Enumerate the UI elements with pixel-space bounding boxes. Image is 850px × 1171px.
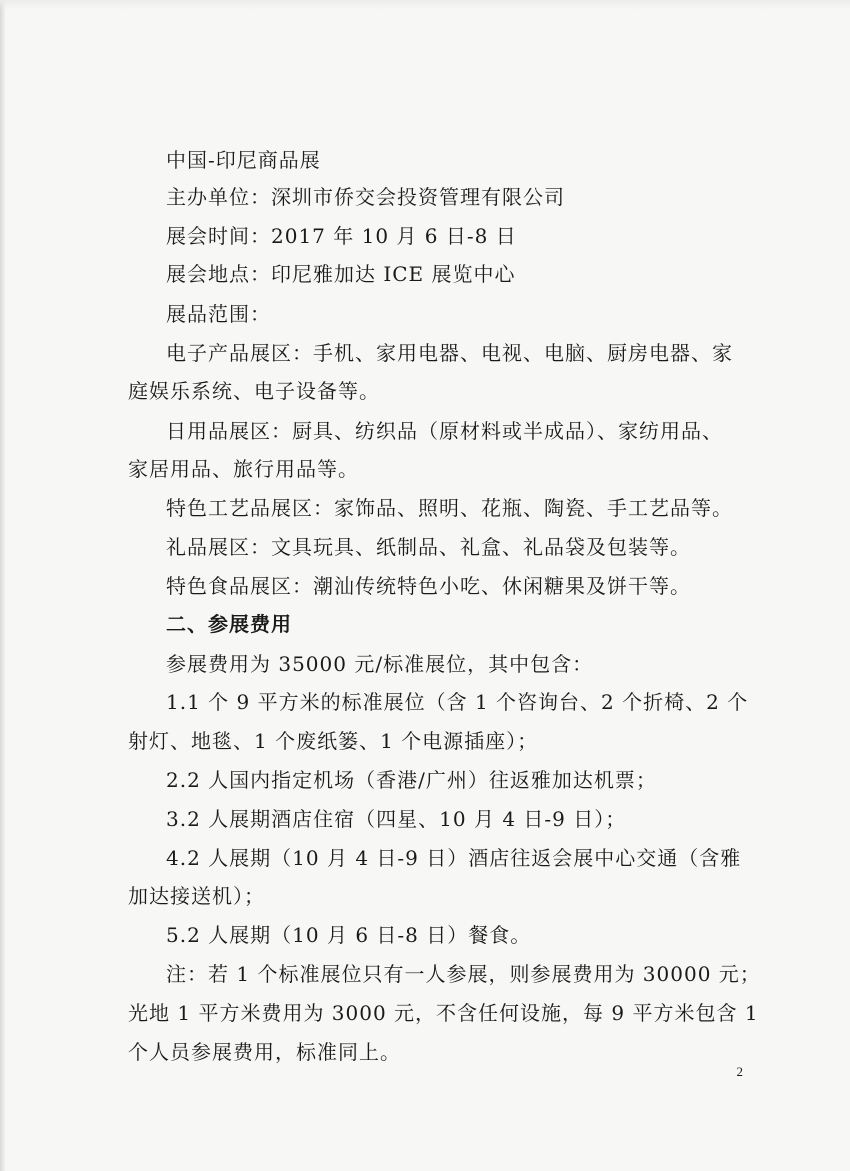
fee-item-5-line: 5.2 人展期（10 月 6 日-8 日）餐食。	[166, 923, 532, 947]
exhibition-venue-line: 展会地点：印尼雅加达 ICE 展览中心	[166, 262, 516, 286]
organizer-line: 主办单位：深圳市侨交会投资管理有限公司	[166, 185, 565, 209]
daily-goods-zone-line-2: 家居用品、旅行用品等。	[128, 457, 359, 481]
fee-summary-line: 参展费用为 35000 元/标准展位，其中包含：	[166, 652, 594, 676]
page-number: 2	[736, 1064, 743, 1079]
section-heading-fees: 二、参展费用	[166, 612, 292, 636]
gifts-zone-line: 礼品展区：文具玩具、纸制品、礼盒、礼品袋及包装等。	[166, 535, 691, 559]
fee-item-4-line-1: 4.2 人展期（10 月 4 日-9 日）酒店往返会展中心交通（含雅	[166, 846, 742, 870]
food-zone-line: 特色食品展区：潮汕传统特色小吃、休闲糖果及饼干等。	[166, 574, 691, 598]
scan-edge	[0, 0, 6, 1171]
fee-item-2-line: 2.2 人国内指定机场（香港/广州）往返雅加达机票；	[166, 768, 657, 792]
note-line-3: 个人员参展费用，标准同上。	[128, 1040, 401, 1064]
fee-item-1-line-2: 射灯、地毯、1 个废纸篓、1 个电源插座）；	[128, 729, 539, 753]
exhibition-title: 中国-印尼商品展	[166, 148, 321, 172]
scan-top-edge	[0, 0, 850, 10]
crafts-zone-line: 特色工艺品展区：家饰品、照明、花瓶、陶瓷、手工艺品等。	[166, 496, 733, 520]
electronics-zone-line-2: 庭娱乐系统、电子设备等。	[128, 379, 380, 403]
fee-item-3-line: 3.2 人展期酒店住宿（四星、10 月 4 日-9 日）；	[166, 807, 627, 831]
fee-item-1-line-1: 1.1 个 9 平方米的标准展位（含 1 个咨询台、2 个折椅、2 个	[166, 690, 749, 714]
note-line-2: 光地 1 平方米费用为 3000 元，不含任何设施，每 9 平方米包含 1	[128, 1001, 759, 1025]
exhibition-date-line: 展会时间：2017 年 10 月 6 日-8 日	[166, 224, 517, 248]
note-line-1: 注：若 1 个标准展位只有一人参展，则参展费用为 30000 元；	[166, 962, 761, 986]
fee-item-4-line-2: 加达接送机）；	[128, 884, 265, 908]
daily-goods-zone-line-1: 日用品展区：厨具、纺织品（原材料或半成品）、家纺用品、	[166, 419, 723, 443]
electronics-zone-line-1: 电子产品展区：手机、家用电器、电视、电脑、厨房电器、家	[166, 341, 733, 365]
exhibit-scope-label: 展品范围：	[166, 302, 271, 326]
